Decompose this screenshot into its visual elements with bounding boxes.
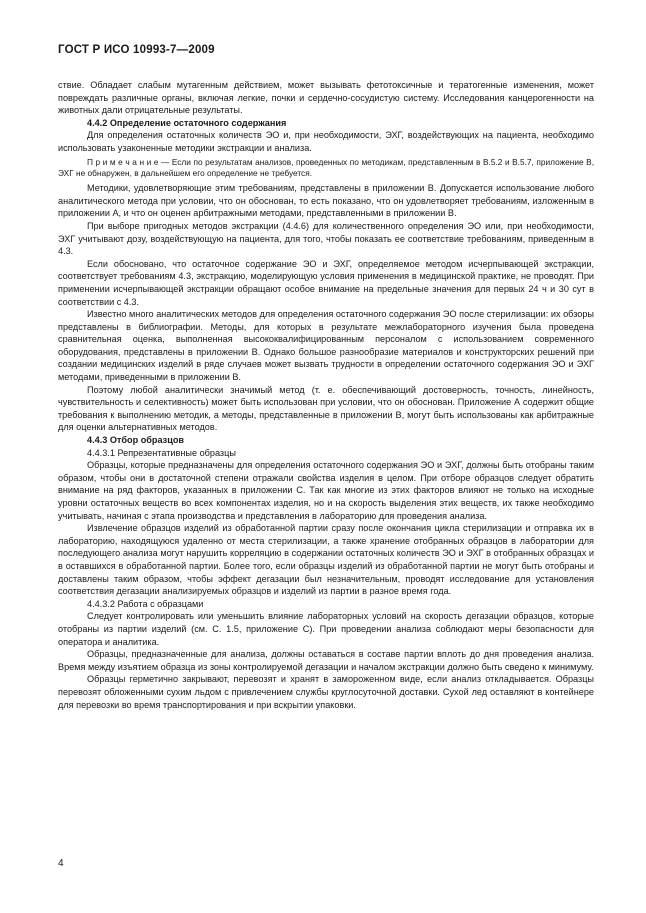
page-header: ГОСТ Р ИСО 10993-7—2009 [58,44,215,56]
paragraph: Следует контролировать или уменьшить влияние лабораторных условий на скорость дегазации образцов, которые отобраны из партии изделий (см. С. 1.5, приложение С). При проведении анализа соблюдают меры безопасности для оператора и аналитика. [58,611,594,647]
paragraph: Образцы герметично закрывают, перевозят и хранят в замороженном виде, если анализ откладывается. Образцы перевозят обложенными сухим льдом с привлечением службы круглосуточной доставки. Сухой лед оставляют в контейнере для перевозки во время транспортирования и при вскрытии упаковки. [58,674,594,710]
paragraph: Методики, удовлетворяющие этим требованиям, представлены в приложении В. Допускается использование любого аналитического метода при условии, что он обоснован, то есть показано, что он удовлетворяет требованиям, изложенным в приложении А, и что он оценен арбитражными методами, представленными в приложении В. [58,183,594,219]
paragraph: При выборе пригодных методов экстракции (4.4.6) для количественного определения ЭО или, при необходимости, ЭХГ учитывают дозу, воздействующую на пациента, для того, чтобы показать ее соответствие требованиям, приведенным в 4.3. [58,220,594,257]
paragraph: Образцы, предназначенные для анализа, должны оставаться в составе партии вплоть до дня проведения анализа. Время между изъятием образца из зоны контролируемой дегазации и началом экстракции должно быть сведено к минимуму. [58,649,594,672]
paragraph: Известно много аналитических методов для определения остаточного содержания ЭО после стерилизации: их обзоры представлены в библиографии. Методы, для которых в результате межлабораторного изучения была проведена сравнительная оценка, выполненная высококвалифицированным персоналом с использованием современного оборудования, представлены в приложении В. Однако большое разнообразие материалов и конструкторских решений при создании медицинских изделий в ряде случаев может вызвать трудности в определении остаточного содержания ЭО и ЭХГ методами, приведенными в приложении В. [58,309,594,383]
paragraph: Если обосновано, что остаточное содержание ЭО и ЭХГ, определяемое методом исчерпывающей экстракции, соответствует требованиям 4.3, экстракцию, моделирующую условия применения в медицинской практике, не проводят. При применении исчерпывающей экстракции обращают особое внимание на предельные значения для первых 24 ч и 30 сут в соответствии с 4.3. [58,258,594,307]
note-paragraph: П р и м е ч а н и е — Если по результатам анализов, проведенных по методикам, представленным в В.5.2 и В.5.7, приложение В, ЭХГ не обнаружен, в дальнейшем его определение не требуется. [58,156,594,179]
document-body [58,79,594,711]
paragraph: Поэтому любой аналитически значимый метод (т. е. обеспечивающий достоверность, точность, линейность, чувствительность и селективность) может быть использован при условии, что он обоснован. Приложение А содержит общие требования к выполнению методик, а методы, представленные в приложении В, могут быть использованы как арбитражные для оценки альтернативных методов. [58,384,594,433]
paragraph: Извлечение образцов изделий из обработанной партии сразу после окончания цикла стерилизации и отправка их в лабораторию, находящуюся удаленно от места стерилизации, а также хранение отобранных образцов в лаборатории для последующего анализа могут нарушить корреляцию в содержании остаточных количеств ЭО и ЭХГ в отобранных образцах и в оставшихся в обработанной партии. Более того, если образцы изделий из обработанной партии не могут быть отобраны и доставлены таким образом, чтобы эффект дегазации был незначительным, проводят исследование для установления соответствия дегазации анализируемых образцов и изделий из партии в разное время года. [58,523,594,597]
section-heading: 4.4.3 Отбор образцов [87,435,185,446]
paragraph: ствие. Обладает слабым мутагенным действием, может вызывать фетотоксичные и тератогенные изменения, может повреждать различные органы, включая легкие, почки и сердечно-сосудистую систему. Исследования канцерогенности на животных дали отрицательные результаты. [58,80,594,116]
subsection-heading: 4.4.3.1 Репрезентативные образцы [87,447,236,458]
section-heading: 4.4.2 Определение остаточного содержания [87,117,287,128]
subsection-heading: 4.4.3.2 Работа с образцами [87,598,204,609]
paragraph: Для определения остаточных количеств ЭО и, при необходимости, ЭХГ, воздействующих на пациента, необходимо использовать узаконенные методики экстракции и анализа. [58,130,594,153]
page-number: 4 [58,858,64,869]
paragraph: Образцы, которые предназначены для определения остаточного содержания ЭО и ЭХГ, должны быть отобраны таким образом, чтобы они в достаточной степени отражали свойства изделия в целом. При отборе образцов следует обратить внимание на ряд факторов, указанных в приложении С. Так как многие из этих факторов влияют не только на исходные уровни остаточных веществ во всех компонентах изделия, но и на скорость выделения этих веществ, их также необходимо учитывать, начиная с этапа производства и представления в лабораторию для проведения анализа. [58,460,594,521]
